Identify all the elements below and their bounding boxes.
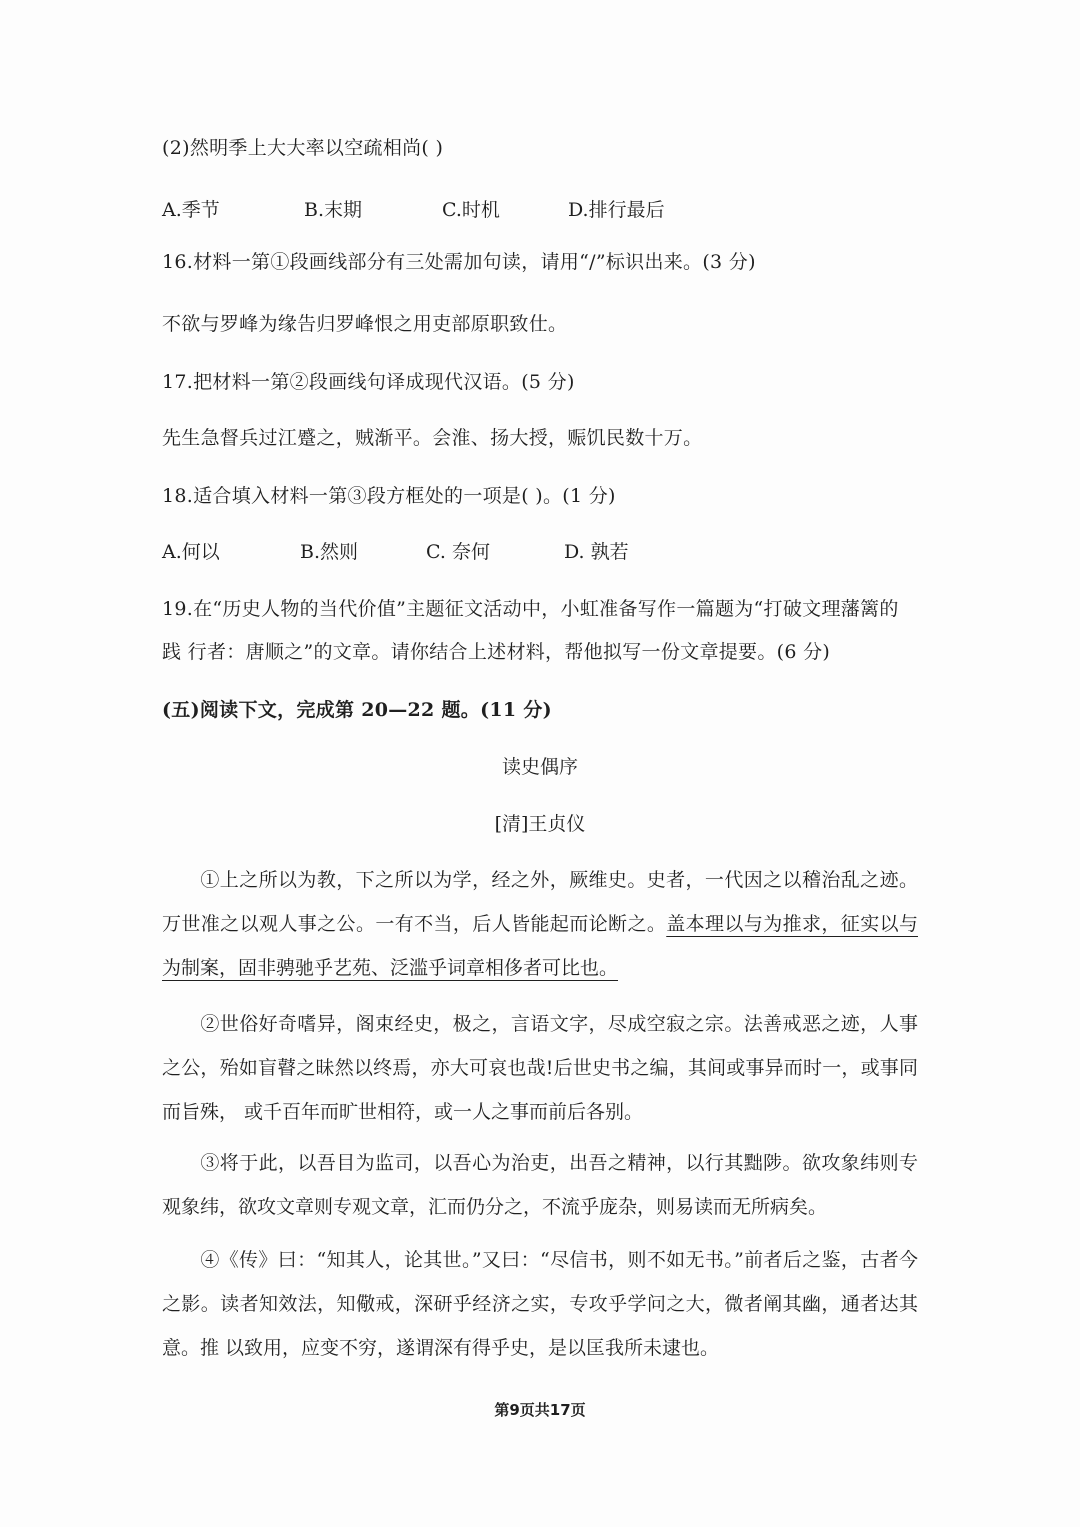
page-number: 第9页共17页 bbox=[494, 1401, 586, 1419]
option-d: D. 孰若 bbox=[564, 541, 629, 563]
paragraph-1-underlined: 盖本理以与为推求，征实以与为制案，固非骋驰乎艺苑、泛滥乎词章相侈者可比也。 bbox=[162, 913, 918, 979]
paragraph-1-text: ①上之所以为教，下之所以为学，经之外，厥维史。史者，一代因之以稽治乱之迹。万世准之以观人事之公。一有不当，后人皆能起而论断之。 bbox=[162, 869, 918, 935]
paragraph-4-text: ④《传》曰：“知其人，论其世。”又曰：“尽信书，则不如无书。”前者后之鉴，古者今之影。读者知效法，知儆戒，深研乎经济之实，专攻乎学问之大，微者阐其幽，通者达其意。推 以致用，应变不穷，遂谓深有得乎史，是以匡我所未逮也。 bbox=[162, 1249, 918, 1359]
q17-stem: 17.把材料一第②段画线句译成现代汉语。(5 分) bbox=[162, 371, 575, 393]
option-b: B.末期 bbox=[304, 199, 363, 221]
paragraph-3 bbox=[162, 1141, 918, 1229]
q19-line1: 19.在“历史人物的当代价值”主题征文活动中，小虹准备写作一篇题为“打破文理藩篱的 bbox=[162, 598, 899, 620]
paragraph-2-text: ②世俗好奇嗜异，阁束经史，极之，言语文字，尽成空寂之宗。法善戒恶之迹，人事之公，殆如盲瞽之昧然以终焉，亦大可哀也哉!后世史书之编，其间或事异而时一，或事同而旨殊， 或千百年而旷世相符，或一人之事而前后各别。 bbox=[162, 1013, 918, 1123]
article-title: 读史偶序 bbox=[501, 756, 578, 778]
paragraph-2 bbox=[162, 1002, 918, 1134]
article-author: [清]王贞仪 bbox=[494, 813, 586, 835]
option-a: A.何以 bbox=[162, 541, 220, 563]
q16-text: 不欲与罗峰为缘告归罗峰恨之用吏部原职致仕。 bbox=[162, 313, 568, 335]
option-c: C. 奈何 bbox=[426, 541, 490, 563]
q15-2-stem: (2)然明季上大大率以空疏相尚( ) bbox=[162, 137, 444, 159]
q17-text: 先生急督兵过江蹙之，贼渐平。会淮、扬大授，赈饥民数十万。 bbox=[162, 427, 703, 449]
paragraph-1 bbox=[162, 858, 918, 990]
paragraph-4 bbox=[162, 1238, 918, 1370]
q18-stem: 18.适合填入材料一第③段方框处的一项是( )。(1 分) bbox=[162, 485, 616, 507]
option-d: D.排行最后 bbox=[568, 199, 665, 221]
option-b: B.然则 bbox=[300, 541, 359, 563]
section-heading: (五)阅读下文，完成第 20—22 题。(11 分) bbox=[162, 699, 552, 721]
option-a: A.季节 bbox=[162, 199, 220, 221]
paragraph-3-text: ③将于此，以吾目为监司，以吾心为治吏，出吾之精神，以行其黜陟。欲攻象纬则专观象纬，欲攻文章则专观文章，汇而仍分之，不流乎庞杂，则易读而无所病矣。 bbox=[162, 1152, 918, 1218]
option-c: C.时机 bbox=[442, 199, 500, 221]
q16-stem: 16.材料一第①段画线部分有三处需加句读，请用“/”标识出来。(3 分) bbox=[162, 251, 756, 273]
q19-line2: 践 行者：唐顺之”的文章。请你结合上述材料，帮他拟写一份文章提要。(6 分) bbox=[162, 641, 831, 663]
